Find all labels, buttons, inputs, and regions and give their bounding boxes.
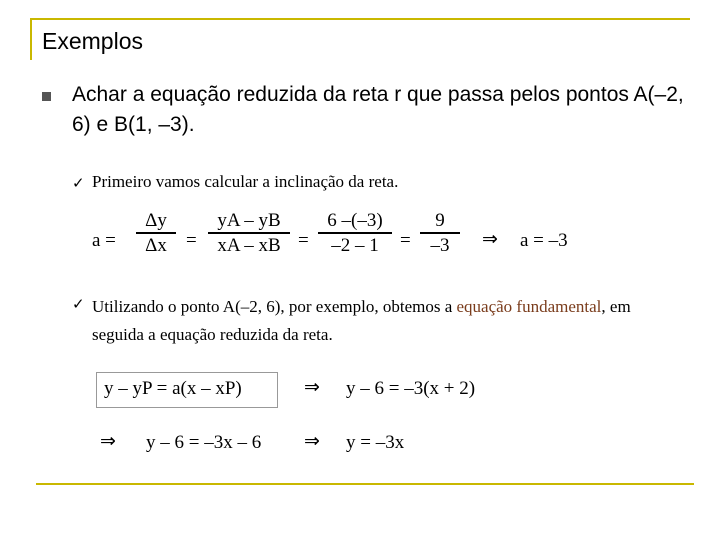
equals-1: = — [186, 230, 197, 251]
left-accent-bar — [30, 18, 32, 60]
delta-x: Δx — [145, 235, 167, 256]
slope-lhs: a = — [92, 230, 116, 251]
square-bullet-icon — [42, 92, 51, 101]
implies-arrow-icon: ⇒ — [304, 376, 320, 398]
expanded-equation: y – 6 = –3x – 6 — [146, 432, 262, 453]
fraction-delta — [136, 210, 176, 258]
fraction-result — [420, 210, 460, 258]
denominator-values: –2 – 1 — [331, 235, 379, 256]
check-icon: ✓ — [72, 295, 85, 313]
denominator-minus-three: –3 — [430, 235, 450, 256]
y-difference: yA – yB — [208, 210, 290, 234]
final-equation: y = –3x — [346, 432, 405, 453]
highlight-fundamental: equação fundamental — [456, 297, 602, 316]
x-difference: xA – xB — [217, 235, 281, 256]
numerator-values: 6 –(–3) — [318, 210, 392, 234]
implies-arrow-icon: ⇒ — [482, 228, 498, 250]
delta-y: Δy — [136, 210, 176, 234]
problem-statement: Achar a equação reduzida da reta r que passa pelos pontos A(–2, 6) e B(1, –3). — [72, 83, 684, 136]
check-icon: ✓ — [72, 174, 85, 192]
equals-3: = — [400, 230, 411, 251]
slope-result: a = –3 — [520, 230, 568, 251]
equals-2: = — [298, 230, 309, 251]
slide-title: Exemplos — [42, 28, 143, 54]
footer-accent-bar — [36, 483, 694, 485]
step2-text: Utilizando o ponto A(–2, 6), por exemplo, obtemos a equação fundamental, em seguida a equação reduzida da reta. — [92, 297, 631, 344]
point-slope-equation: y – yP = a(x – xP) — [104, 378, 242, 399]
implies-arrow-icon: ⇒ — [304, 430, 320, 452]
implies-arrow-icon: ⇒ — [100, 430, 116, 452]
substituted-equation: y – 6 = –3(x + 2) — [346, 378, 476, 399]
fraction-values — [318, 210, 392, 258]
top-accent-bar — [30, 18, 690, 20]
numerator-nine: 9 — [420, 210, 460, 234]
fraction-coords — [208, 210, 290, 258]
step1-text: Primeiro vamos calcular a inclinação da reta. — [92, 172, 399, 191]
